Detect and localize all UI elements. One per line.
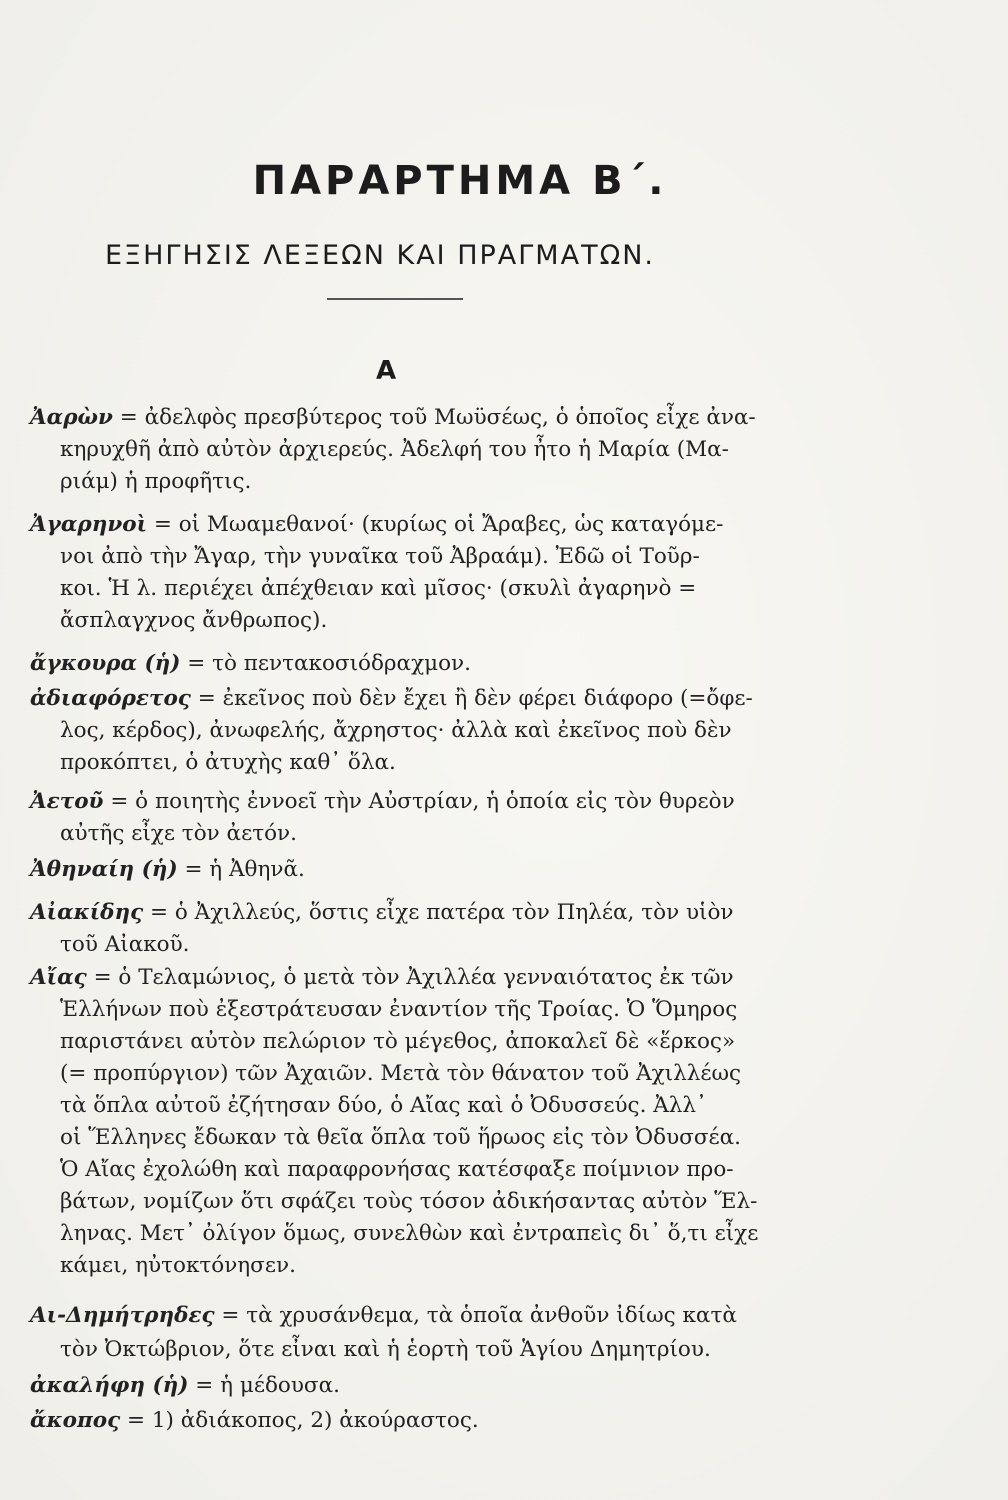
- glossary-headword: ἄκοπος: [30, 1408, 121, 1433]
- glossary-headword: Ἀθηναίη (ἡ): [30, 857, 178, 882]
- glossary-definition: = ἡ Ἀθηνᾶ.: [177, 857, 305, 882]
- glossary-headword: ἀδιαφόρετος: [30, 686, 191, 711]
- glossary-entry-line: [30, 648, 471, 680]
- glossary-headword: ἀκαλήφη (ἡ): [30, 1373, 189, 1398]
- glossary-entry-line: Ὁ Αἴας ἐχολώθη καὶ παραφρονήσας κατέσφαξε ποίμνιον προ-: [60, 1157, 734, 1182]
- glossary-entry-line: παριστάνει αὐτὸν πελώριον τὸ μέγεθος, ἀποκαλεῖ δὲ «ἕρκος»: [60, 1029, 736, 1054]
- glossary-headword: Ἀγαρηνοὶ: [30, 512, 148, 537]
- glossary-entry-line: οἱ Ἕλληνες ἔδωκαν τὰ θεῖα ὅπλα τοῦ ἥρωος εἰς τὸν Ὀδυσσέα.: [60, 1125, 741, 1150]
- glossary-entry-line: τὰ ὅπλα αὐτοῦ ἐζήτησαν δύο, ὁ Αἴας καὶ ὁ Ὀδυσσεύς. Ἀλλ᾽: [60, 1093, 707, 1118]
- glossary-entry-line: ριάμ) ἡ προφῆτις.: [60, 469, 252, 494]
- glossary-definition: = τὰ χρυσάνθεμα, τὰ ὁποῖα ἀνθοῦν ἰδίως κατὰ: [214, 1303, 737, 1328]
- glossary-entry-line: [30, 786, 735, 818]
- glossary-definition: = ὁ Τελαμώνιος, ὁ μετὰ τὸν Ἀχιλλέα γενναιότατος ἐκ τῶν: [86, 965, 734, 990]
- glossary-entry-line: κάμει, ηὐτοκτόνησεν.: [60, 1253, 296, 1278]
- glossary-entry-line: [30, 1300, 737, 1332]
- glossary-headword: Ἀετοῦ: [30, 789, 104, 814]
- glossary-entry-line: κηρυχθῆ ἀπὸ αὐτὸν ἀρχιερεύς. Ἀδελφή του ἦτο ἡ Μαρία (Μα-: [60, 437, 729, 462]
- glossary-entry-line: βάτων, νομίζων ὅτι σφάζει τοὺς τόσον ἀδικήσαντας αὐτὸν Ἕλ-: [60, 1189, 758, 1214]
- glossary-entry-line: [30, 509, 723, 541]
- glossary-entry-line: [30, 1405, 479, 1437]
- glossary-entry-line: κοι. Ἡ λ. περιέχει ἀπέχθειαν καὶ μῖσος· (σκυλὶ ἀγαρηνὸ =: [60, 576, 697, 601]
- glossary-entry-line: προκόπτει, ὁ ἀτυχὴς καθ᾽ ὅλα.: [60, 750, 396, 775]
- glossary-entry-line: λος, κέρδος), ἀνωφελής, ἄχρηστος· ἀλλὰ καὶ ἐκεῖνος ποὺ δὲν: [60, 718, 732, 743]
- glossary-headword: ἄγκουρα (ἡ): [30, 651, 181, 676]
- page-subtitle: ΕΞΗΓΗΣΙΣ ΛΕΞΕΩΝ ΚΑΙ ΠΡΑΓΜΑΤΩΝ.: [105, 240, 655, 271]
- glossary-entry-line: [30, 897, 733, 929]
- glossary-definition: = ἀδελφὸς πρεσβύτερος τοῦ Μωϋσέως, ὁ ὁποῖος εἶχε ἀνα-: [112, 405, 756, 430]
- glossary-entry-line: ἄσπλαγχνος ἄνθρωπος).: [60, 608, 328, 633]
- glossary-entry-line: τὸν Ὀκτώβριον, ὅτε εἶναι καὶ ἡ ἑορτὴ τοῦ Ἁγίου Δημητρίου.: [60, 1337, 711, 1362]
- glossary-definition: = ἐκεῖνος ποὺ δὲν ἔχει ἢ δὲν φέρει διάφορο (=ὄφε-: [190, 686, 753, 711]
- glossary-definition: = ὁ ποιητὴς ἐννοεῖ τὴν Αὐστρίαν, ἡ ὁποία εἰς τὸν θυρεὸν: [103, 789, 735, 814]
- divider: [327, 298, 463, 300]
- glossary-headword: Αἴας: [30, 965, 87, 990]
- glossary-definition: = 1) ἀδιάκοπος, 2) ἀκούραστος.: [120, 1408, 479, 1433]
- glossary-entry-line: [30, 1370, 340, 1402]
- glossary-entry-line: (= προπύργιον) τῶν Ἀχαιῶν. Μετὰ τὸν θάνατον τοῦ Ἀχιλλέως: [60, 1061, 742, 1086]
- glossary-entry-line: [30, 402, 756, 434]
- glossary-headword: Αἰακίδης: [30, 900, 144, 925]
- glossary-entry-line: [30, 854, 305, 886]
- glossary-entry-line: [30, 962, 734, 994]
- page-title: ΠΑΡΑΡΤΗΜΑ Β΄.: [252, 158, 668, 204]
- glossary-definition: = οἱ Μωαμεθανοί· (κυρίως οἱ Ἄραβες, ὡς καταγόμε-: [147, 512, 724, 537]
- glossary-headword: Ἀαρὼν: [30, 405, 113, 430]
- glossary-headword: Αι-Δημήτρηδες: [30, 1303, 215, 1328]
- glossary-entry-line: αὐτῆς εἶχε τὸν ἀετόν.: [60, 821, 297, 846]
- glossary-entry-line: [30, 683, 753, 715]
- glossary-entry-line: νοι ἀπὸ τὴν Ἄγαρ, τὴν γυναῖκα τοῦ Ἀβραάμ). Ἐδῶ οἱ Τοῦρ-: [60, 544, 700, 569]
- glossary-definition: = ἡ μέδουσα.: [188, 1373, 340, 1398]
- glossary-entry-line: τοῦ Αἰακοῦ.: [60, 932, 190, 957]
- glossary-entry-line: Ἑλλήνων ποὺ ἐξεστράτευσαν ἐναντίον τῆς Τροίας. Ὁ Ὅμηρος: [60, 997, 738, 1022]
- glossary-entry-line: ληνας. Μετ᾽ ὀλίγον ὅμως, συνελθὼν καὶ ἐντραπεὶς δι᾽ ὅ,τι εἶχε: [60, 1221, 759, 1246]
- glossary-definition: = τὸ πεντακοσιόδραχμον.: [180, 651, 471, 676]
- section-letter: Α: [376, 356, 397, 386]
- glossary-definition: = ὁ Ἀχιλλεύς, ὅστις εἶχε πατέρα τὸν Πηλέα, τὸν υἱὸν: [143, 900, 734, 925]
